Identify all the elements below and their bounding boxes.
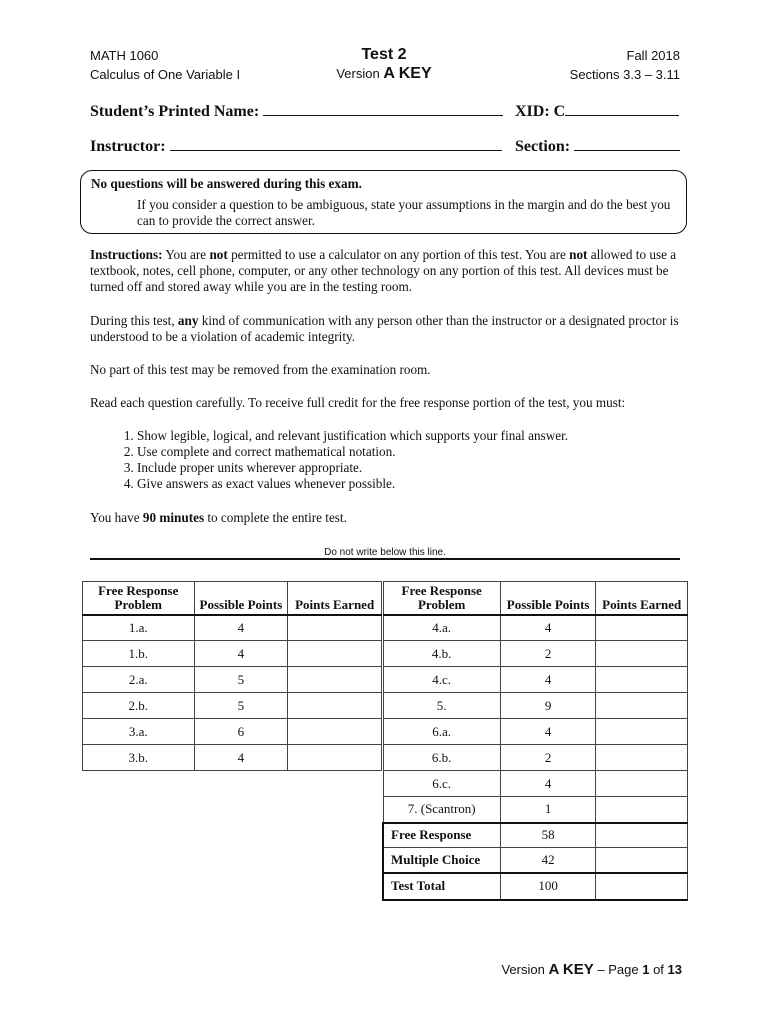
problem-cell: 1.b. xyxy=(83,641,195,667)
points-cell: 4 xyxy=(194,641,288,667)
requirements-list xyxy=(117,428,687,492)
list-item: 4. Give answers as exact values whenever possible. xyxy=(137,476,687,492)
notice-heading: No questions will be answered during this exam. xyxy=(91,176,362,191)
table-row xyxy=(383,797,688,823)
xid-prefix: C xyxy=(553,103,566,120)
instructions-p2 xyxy=(90,313,690,345)
points-cell: 4 xyxy=(500,719,596,745)
version-key: A KEY xyxy=(383,65,432,82)
footer-page-num: 1 xyxy=(642,962,650,977)
table-row xyxy=(83,745,382,771)
points-cell: 5 xyxy=(194,693,288,719)
points-cell: 4 xyxy=(500,667,596,693)
list-item: 3. Include proper units wherever appropriate. xyxy=(137,460,687,476)
instructions-text-a: You are xyxy=(165,247,207,262)
emphasis-any: any xyxy=(177,313,199,328)
instructions-p5 xyxy=(90,510,690,526)
p5-text-b: to complete the entire test. xyxy=(207,510,347,525)
header-earned: Points Earned xyxy=(288,582,382,615)
earned-cell[interactable] xyxy=(596,615,688,641)
emphasis-not-1: not xyxy=(209,247,228,262)
table-row xyxy=(383,615,688,641)
total-earned[interactable] xyxy=(596,823,688,848)
footer-of: of xyxy=(653,962,664,977)
table-row xyxy=(383,641,688,667)
table-row xyxy=(83,615,382,641)
section-label: Section: xyxy=(515,138,571,155)
instructor-field xyxy=(90,138,502,156)
total-points: 100 xyxy=(500,873,596,900)
divider-rule xyxy=(90,558,680,560)
points-cell: 5 xyxy=(194,667,288,693)
total-row-test xyxy=(383,873,688,900)
problem-cell: 2.b. xyxy=(83,693,195,719)
xid-field xyxy=(515,103,679,121)
p2-text-b: kind of communication with any person other than the instructor or a designated proctor is understood to be a violation of academic integrity. xyxy=(90,313,679,344)
footer-version-key: A KEY xyxy=(548,961,594,978)
total-row-multiple-choice xyxy=(383,848,688,873)
notice-box xyxy=(80,170,687,234)
total-label: Test Total xyxy=(383,873,500,900)
footer-version-prefix: Version xyxy=(501,962,545,977)
instructions-p3: No part of this test may be removed from the examination room. xyxy=(90,362,431,377)
earned-cell[interactable] xyxy=(596,719,688,745)
list-item: 1. Show legible, logical, and relevant justification which supports your final answer. xyxy=(137,428,687,444)
emphasis-not-2: not xyxy=(569,247,588,262)
footer-page-prefix: – Page xyxy=(597,962,639,977)
earned-cell[interactable] xyxy=(288,693,382,719)
version-line xyxy=(284,65,484,83)
p5-text-a: You have xyxy=(90,510,140,525)
earned-cell[interactable] xyxy=(596,797,688,823)
student-name-field xyxy=(90,103,503,121)
table-row xyxy=(83,693,382,719)
header-earned: Points Earned xyxy=(596,582,688,615)
course-title: Calculus of One Variable I xyxy=(90,67,241,82)
header-possible: Possible Points xyxy=(500,582,596,615)
problem-cell: 4.a. xyxy=(383,615,500,641)
table-row xyxy=(383,771,688,797)
points-cell: 2 xyxy=(500,641,596,667)
header-problem: Free Response Problem xyxy=(83,582,195,615)
total-earned[interactable] xyxy=(596,848,688,873)
xid-label: XID: xyxy=(515,103,550,120)
problem-cell: 4.b. xyxy=(383,641,500,667)
score-table-right xyxy=(382,581,688,901)
test-title: Test 2 xyxy=(361,46,407,63)
earned-cell[interactable] xyxy=(596,745,688,771)
p2-text-a: During this test, xyxy=(90,313,175,328)
total-earned[interactable] xyxy=(596,873,688,900)
student-name-line[interactable] xyxy=(263,103,503,116)
table-row xyxy=(383,745,688,771)
earned-cell[interactable] xyxy=(288,615,382,641)
points-cell: 1 xyxy=(500,797,596,823)
problem-cell: 5. xyxy=(383,693,500,719)
section-line[interactable] xyxy=(574,138,680,151)
instructions-text-b: permitted to use a calculator on any portion of this test. You are xyxy=(231,247,566,262)
points-cell: 9 xyxy=(500,693,596,719)
problem-cell: 7. (Scantron) xyxy=(383,797,500,823)
table-row xyxy=(383,693,688,719)
list-item: 2. Use complete and correct mathematical notation. xyxy=(137,444,687,460)
earned-cell[interactable] xyxy=(288,667,382,693)
earned-cell[interactable] xyxy=(288,719,382,745)
score-table-left xyxy=(82,581,382,771)
table-row xyxy=(383,719,688,745)
total-row-free-response xyxy=(383,823,688,848)
points-cell: 4 xyxy=(194,615,288,641)
problem-cell: 1.a. xyxy=(83,615,195,641)
instructor-label: Instructor: xyxy=(90,138,166,155)
header-possible: Possible Points xyxy=(194,582,288,615)
points-cell: 6 xyxy=(194,719,288,745)
table-header-row xyxy=(383,582,688,615)
instructions-label: Instructions: xyxy=(90,247,163,262)
earned-cell[interactable] xyxy=(596,667,688,693)
points-cell: 4 xyxy=(500,771,596,797)
course-code: MATH 1060 xyxy=(90,48,159,63)
table-row xyxy=(383,667,688,693)
problem-cell: 3.a. xyxy=(83,719,195,745)
points-cell: 4 xyxy=(500,615,596,641)
version-prefix: Version xyxy=(336,66,380,81)
total-label: Multiple Choice xyxy=(383,848,500,873)
footer-page-total: 13 xyxy=(667,962,682,977)
problem-cell: 2.a. xyxy=(83,667,195,693)
table-row xyxy=(83,719,382,745)
problem-cell: 3.b. xyxy=(83,745,195,771)
instructions-text-c: allowed to use a textbook, notes, cell phone, computer, or any other technology on any portion of this test. All devices must be turned off and stored away while you are in the testing room. xyxy=(90,247,677,294)
student-name-label: Student’s Printed Name: xyxy=(90,103,260,120)
points-cell: 2 xyxy=(500,745,596,771)
notice-text: If you consider a question to be ambiguous, state your assumptions in the margin and do the best you can to provide the correct answer. xyxy=(137,197,671,228)
problem-cell: 6.c. xyxy=(383,771,500,797)
page-footer xyxy=(501,961,682,978)
earned-cell[interactable] xyxy=(596,641,688,667)
earned-cell[interactable] xyxy=(288,641,382,667)
earned-cell[interactable] xyxy=(288,745,382,771)
total-points: 58 xyxy=(500,823,596,848)
instructor-line[interactable] xyxy=(170,138,502,151)
total-label: Free Response xyxy=(383,823,500,848)
divider-text: Do not write below this line. xyxy=(324,547,446,558)
term: Fall 2018 xyxy=(626,48,680,63)
table-row xyxy=(83,667,382,693)
instructions-p4: Read each question carefully. To receive full credit for the free response portion of the test, you must: xyxy=(90,395,626,410)
sections: Sections 3.3 – 3.11 xyxy=(569,67,680,82)
table-row xyxy=(83,641,382,667)
instructions-p1 xyxy=(90,247,690,295)
problem-cell: 4.c. xyxy=(383,667,500,693)
problem-cell: 6.b. xyxy=(383,745,500,771)
section-field xyxy=(515,138,680,156)
table-header-row xyxy=(83,582,382,615)
header-problem: Free Response Problem xyxy=(383,582,500,615)
xid-line[interactable] xyxy=(565,103,679,116)
earned-cell[interactable] xyxy=(596,693,688,719)
problem-cell: 6.a. xyxy=(383,719,500,745)
emphasis-minutes: 90 minutes xyxy=(142,510,205,525)
earned-cell[interactable] xyxy=(596,771,688,797)
total-points: 42 xyxy=(500,848,596,873)
points-cell: 4 xyxy=(194,745,288,771)
